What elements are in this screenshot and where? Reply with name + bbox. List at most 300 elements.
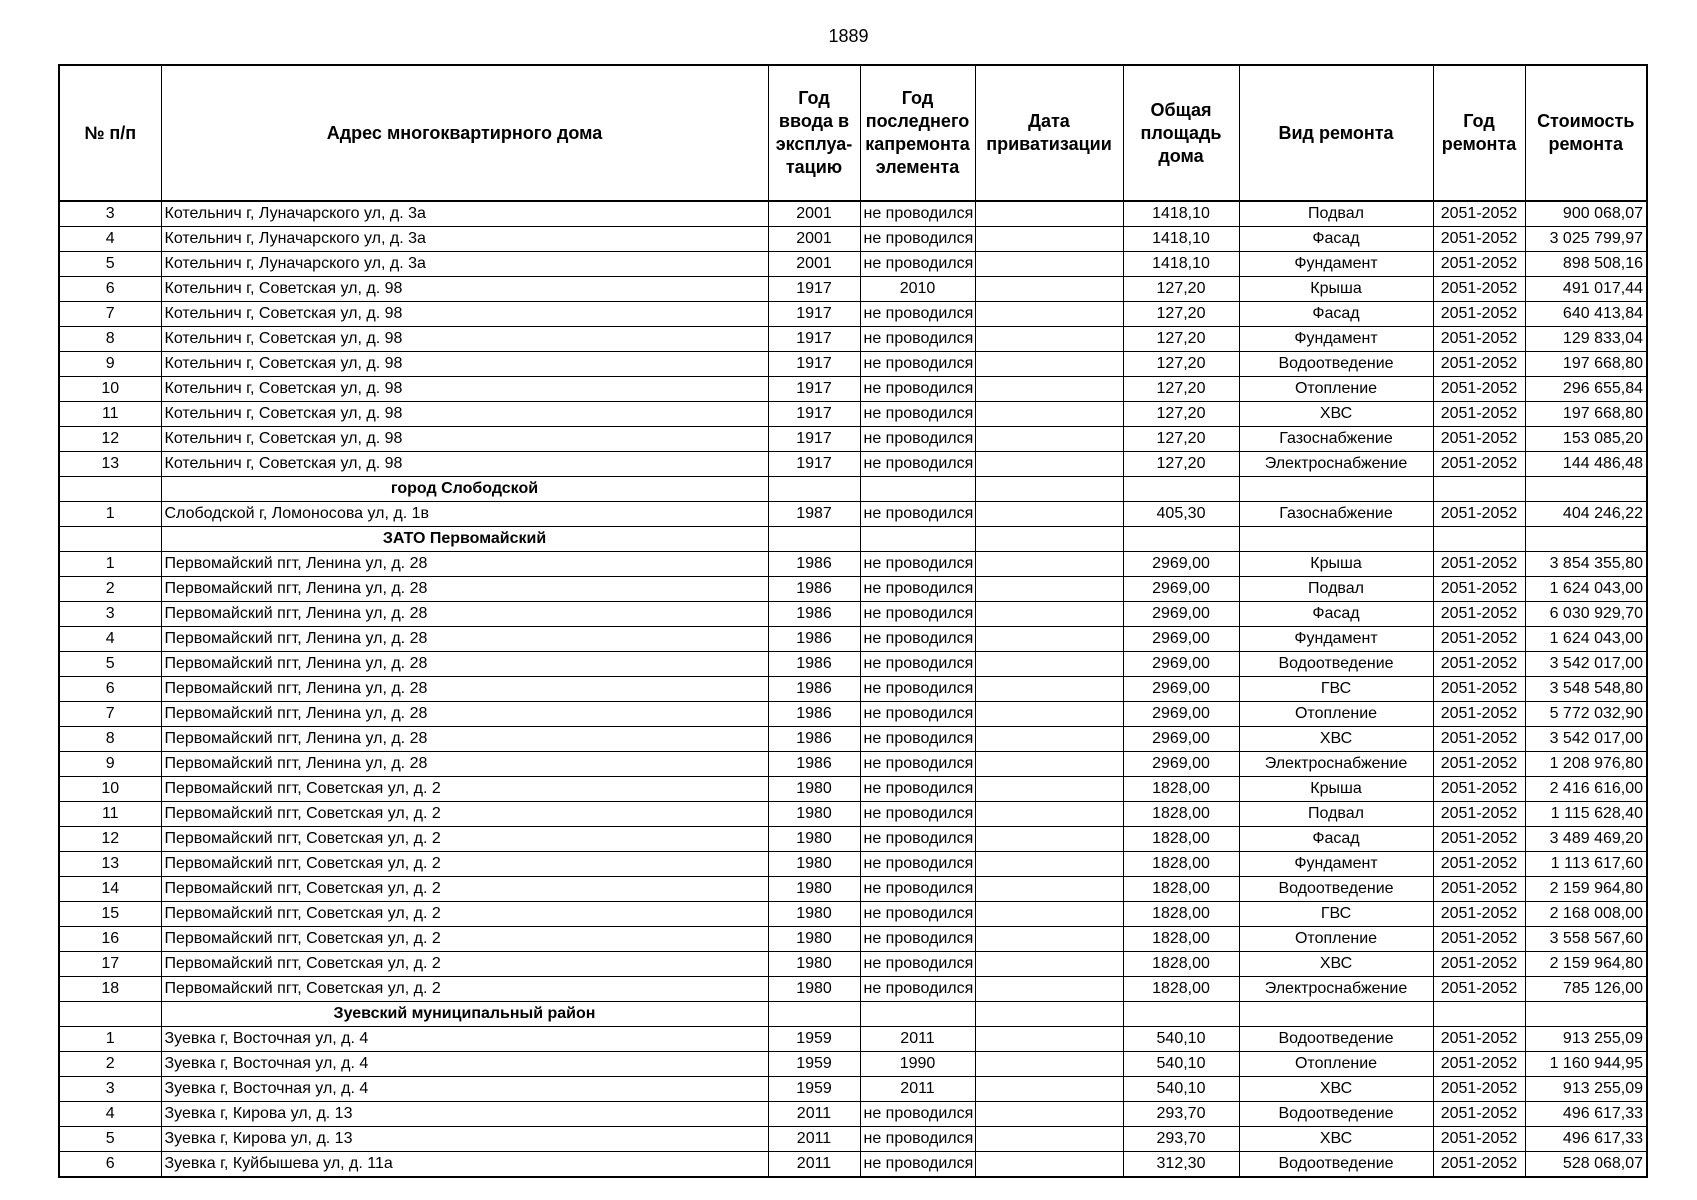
row-address: Первомайский пгт, Ленина ул, д. 28 xyxy=(161,702,768,727)
row-area: 127,20 xyxy=(1123,452,1239,477)
row-repair-year: 2051-2052 xyxy=(1433,452,1525,477)
row-num: 8 xyxy=(59,327,161,352)
row-cost: 1 624 043,00 xyxy=(1525,577,1647,602)
row-repair-year: 2051-2052 xyxy=(1433,377,1525,402)
row-privatization xyxy=(975,802,1123,827)
row-address: Котельнич г, Советская ул, д. 98 xyxy=(161,402,768,427)
table-row xyxy=(59,277,1647,302)
table-row xyxy=(59,1077,1647,1102)
table-row xyxy=(59,777,1647,802)
table-row xyxy=(59,201,1647,227)
row-repair-year: 2051-2052 xyxy=(1433,702,1525,727)
row-last-repair: не проводился xyxy=(860,1152,975,1178)
row-cost: 900 068,07 xyxy=(1525,201,1647,227)
row-year-built: 2001 xyxy=(768,227,860,252)
row-num: 13 xyxy=(59,452,161,477)
empty-cell xyxy=(768,527,860,552)
table-row xyxy=(59,1052,1647,1077)
row-repair-year: 2051-2052 xyxy=(1433,277,1525,302)
table-row xyxy=(59,452,1647,477)
row-repair-year: 2051-2052 xyxy=(1433,227,1525,252)
row-last-repair: не проводился xyxy=(860,802,975,827)
row-cost: 144 486,48 xyxy=(1525,452,1647,477)
empty-cell xyxy=(768,477,860,502)
row-repair-type: ХВС xyxy=(1239,1127,1433,1152)
row-num: 1 xyxy=(59,502,161,527)
row-repair-year: 2051-2052 xyxy=(1433,1152,1525,1178)
row-cost: 1 115 628,40 xyxy=(1525,802,1647,827)
row-year-built: 1986 xyxy=(768,652,860,677)
row-last-repair: не проводился xyxy=(860,452,975,477)
row-repair-year: 2051-2052 xyxy=(1433,977,1525,1002)
row-address: Котельнич г, Луначарского ул, д. 3а xyxy=(161,252,768,277)
row-year-built: 1980 xyxy=(768,977,860,1002)
row-repair-year: 2051-2052 xyxy=(1433,502,1525,527)
empty-cell xyxy=(768,1002,860,1027)
row-num: 14 xyxy=(59,877,161,902)
header-num: № п/п xyxy=(59,65,161,201)
empty-cell xyxy=(975,527,1123,552)
row-repair-type: Крыша xyxy=(1239,277,1433,302)
row-address: Первомайский пгт, Советская ул, д. 2 xyxy=(161,827,768,852)
row-last-repair: не проводился xyxy=(860,502,975,527)
row-last-repair: 2011 xyxy=(860,1027,975,1052)
row-year-built: 1980 xyxy=(768,827,860,852)
row-address: Первомайский пгт, Советская ул, д. 2 xyxy=(161,852,768,877)
row-last-repair: не проводился xyxy=(860,602,975,627)
table-row xyxy=(59,602,1647,627)
row-year-built: 1986 xyxy=(768,627,860,652)
table-row xyxy=(59,677,1647,702)
row-num: 6 xyxy=(59,677,161,702)
row-cost: 2 416 616,00 xyxy=(1525,777,1647,802)
row-area: 1418,10 xyxy=(1123,227,1239,252)
row-repair-type: Газоснабжение xyxy=(1239,427,1433,452)
header-repair-year: Год ремонта xyxy=(1433,65,1525,201)
row-privatization xyxy=(975,1102,1123,1127)
row-privatization xyxy=(975,1077,1123,1102)
row-area: 2969,00 xyxy=(1123,727,1239,752)
row-cost: 197 668,80 xyxy=(1525,402,1647,427)
row-privatization xyxy=(975,201,1123,227)
row-address: Первомайский пгт, Советская ул, д. 2 xyxy=(161,952,768,977)
row-cost: 129 833,04 xyxy=(1525,327,1647,352)
empty-cell xyxy=(59,1002,161,1027)
row-repair-type: Электроснабжение xyxy=(1239,752,1433,777)
row-area: 405,30 xyxy=(1123,502,1239,527)
row-address: Котельнич г, Советская ул, д. 98 xyxy=(161,277,768,302)
row-area: 1828,00 xyxy=(1123,977,1239,1002)
row-last-repair: 2010 xyxy=(860,277,975,302)
header-cost: Стоимость ремонта xyxy=(1525,65,1647,201)
row-num: 18 xyxy=(59,977,161,1002)
row-year-built: 1980 xyxy=(768,777,860,802)
row-area: 2969,00 xyxy=(1123,677,1239,702)
row-num: 12 xyxy=(59,827,161,852)
row-repair-year: 2051-2052 xyxy=(1433,602,1525,627)
row-year-built: 1917 xyxy=(768,402,860,427)
row-year-built: 1980 xyxy=(768,802,860,827)
row-repair-year: 2051-2052 xyxy=(1433,1027,1525,1052)
row-repair-type: Водоотведение xyxy=(1239,1152,1433,1178)
row-area: 127,20 xyxy=(1123,402,1239,427)
row-num: 5 xyxy=(59,1127,161,1152)
row-repair-year: 2051-2052 xyxy=(1433,902,1525,927)
row-cost: 491 017,44 xyxy=(1525,277,1647,302)
row-area: 2969,00 xyxy=(1123,552,1239,577)
row-num: 3 xyxy=(59,602,161,627)
row-area: 1828,00 xyxy=(1123,802,1239,827)
row-repair-type: Отопление xyxy=(1239,1052,1433,1077)
row-repair-type: Отопление xyxy=(1239,702,1433,727)
row-privatization xyxy=(975,927,1123,952)
row-area: 2969,00 xyxy=(1123,602,1239,627)
row-address: Котельнич г, Советская ул, д. 98 xyxy=(161,327,768,352)
row-cost: 3 854 355,80 xyxy=(1525,552,1647,577)
row-year-built: 1917 xyxy=(768,427,860,452)
empty-cell xyxy=(975,1002,1123,1027)
row-cost: 6 030 929,70 xyxy=(1525,602,1647,627)
row-last-repair: не проводился xyxy=(860,552,975,577)
row-privatization xyxy=(975,502,1123,527)
row-last-repair: 2011 xyxy=(860,1077,975,1102)
row-year-built: 1987 xyxy=(768,502,860,527)
row-last-repair: не проводился xyxy=(860,827,975,852)
row-num: 5 xyxy=(59,652,161,677)
row-last-repair: не проводился xyxy=(860,977,975,1002)
row-last-repair: не проводился xyxy=(860,652,975,677)
empty-cell xyxy=(1123,527,1239,552)
row-year-built: 1917 xyxy=(768,452,860,477)
row-address: Первомайский пгт, Ленина ул, д. 28 xyxy=(161,627,768,652)
row-area: 312,30 xyxy=(1123,1152,1239,1178)
row-repair-year: 2051-2052 xyxy=(1433,201,1525,227)
row-privatization xyxy=(975,227,1123,252)
table-row xyxy=(59,402,1647,427)
row-repair-year: 2051-2052 xyxy=(1433,752,1525,777)
table-row xyxy=(59,877,1647,902)
row-area: 2969,00 xyxy=(1123,702,1239,727)
row-privatization xyxy=(975,1127,1123,1152)
table-row xyxy=(59,652,1647,677)
row-repair-year: 2051-2052 xyxy=(1433,652,1525,677)
section-row xyxy=(59,477,1647,502)
row-num: 7 xyxy=(59,702,161,727)
row-repair-type: Крыша xyxy=(1239,777,1433,802)
row-area: 1828,00 xyxy=(1123,852,1239,877)
section-title: город Слободской xyxy=(161,477,768,502)
row-privatization xyxy=(975,677,1123,702)
row-year-built: 1917 xyxy=(768,302,860,327)
row-num: 2 xyxy=(59,1052,161,1077)
row-privatization xyxy=(975,727,1123,752)
empty-cell xyxy=(1525,527,1647,552)
section-row xyxy=(59,527,1647,552)
table-row xyxy=(59,1102,1647,1127)
table-row xyxy=(59,552,1647,577)
empty-cell xyxy=(1433,477,1525,502)
row-year-built: 1959 xyxy=(768,1052,860,1077)
row-cost: 2 159 964,80 xyxy=(1525,877,1647,902)
row-last-repair: не проводился xyxy=(860,377,975,402)
row-repair-year: 2051-2052 xyxy=(1433,252,1525,277)
row-privatization xyxy=(975,652,1123,677)
row-last-repair: не проводился xyxy=(860,427,975,452)
empty-cell xyxy=(975,477,1123,502)
row-year-built: 1917 xyxy=(768,377,860,402)
row-area: 293,70 xyxy=(1123,1102,1239,1127)
row-area: 127,20 xyxy=(1123,277,1239,302)
table-body xyxy=(59,201,1647,1177)
row-cost: 898 508,16 xyxy=(1525,252,1647,277)
table-row xyxy=(59,727,1647,752)
row-cost: 3 548 548,80 xyxy=(1525,677,1647,702)
row-repair-type: Водоотведение xyxy=(1239,1027,1433,1052)
row-area: 1828,00 xyxy=(1123,877,1239,902)
table-row xyxy=(59,1127,1647,1152)
row-address: Первомайский пгт, Советская ул, д. 2 xyxy=(161,802,768,827)
row-privatization xyxy=(975,902,1123,927)
row-repair-year: 2051-2052 xyxy=(1433,302,1525,327)
row-num: 5 xyxy=(59,252,161,277)
row-year-built: 1986 xyxy=(768,577,860,602)
row-num: 8 xyxy=(59,727,161,752)
row-cost: 528 068,07 xyxy=(1525,1152,1647,1178)
row-year-built: 1980 xyxy=(768,902,860,927)
row-privatization xyxy=(975,302,1123,327)
empty-cell xyxy=(1433,1002,1525,1027)
row-repair-type: ХВС xyxy=(1239,1077,1433,1102)
row-repair-year: 2051-2052 xyxy=(1433,1127,1525,1152)
row-year-built: 1980 xyxy=(768,852,860,877)
row-address: Котельнич г, Советская ул, д. 98 xyxy=(161,352,768,377)
row-last-repair: не проводился xyxy=(860,952,975,977)
row-repair-year: 2051-2052 xyxy=(1433,627,1525,652)
row-area: 2969,00 xyxy=(1123,752,1239,777)
section-title: Зуевский муниципальный район xyxy=(161,1002,768,1027)
table-row xyxy=(59,1027,1647,1052)
row-address: Зуевка г, Куйбышева ул, д. 11а xyxy=(161,1152,768,1178)
row-privatization xyxy=(975,952,1123,977)
row-privatization xyxy=(975,352,1123,377)
row-area: 127,20 xyxy=(1123,352,1239,377)
row-privatization xyxy=(975,1052,1123,1077)
row-repair-year: 2051-2052 xyxy=(1433,1052,1525,1077)
row-num: 15 xyxy=(59,902,161,927)
row-repair-type: Фасад xyxy=(1239,227,1433,252)
row-repair-type: Отопление xyxy=(1239,377,1433,402)
row-year-built: 1917 xyxy=(768,277,860,302)
row-num: 10 xyxy=(59,777,161,802)
row-year-built: 1980 xyxy=(768,927,860,952)
table-row xyxy=(59,427,1647,452)
row-num: 6 xyxy=(59,277,161,302)
row-last-repair: не проводился xyxy=(860,777,975,802)
empty-cell xyxy=(1239,1002,1433,1027)
row-last-repair: не проводился xyxy=(860,302,975,327)
row-privatization xyxy=(975,827,1123,852)
row-last-repair: не проводился xyxy=(860,677,975,702)
empty-cell xyxy=(860,1002,975,1027)
empty-cell xyxy=(860,527,975,552)
row-cost: 1 624 043,00 xyxy=(1525,627,1647,652)
row-repair-type: Газоснабжение xyxy=(1239,502,1433,527)
row-privatization xyxy=(975,252,1123,277)
row-num: 3 xyxy=(59,1077,161,1102)
row-cost: 404 246,22 xyxy=(1525,502,1647,527)
row-repair-year: 2051-2052 xyxy=(1433,1077,1525,1102)
row-cost: 153 085,20 xyxy=(1525,427,1647,452)
row-address: Первомайский пгт, Ленина ул, д. 28 xyxy=(161,602,768,627)
table-row xyxy=(59,752,1647,777)
row-area: 1828,00 xyxy=(1123,902,1239,927)
row-address: Первомайский пгт, Ленина ул, д. 28 xyxy=(161,577,768,602)
row-cost: 1 113 617,60 xyxy=(1525,852,1647,877)
row-address: Первомайский пгт, Советская ул, д. 2 xyxy=(161,977,768,1002)
row-cost: 296 655,84 xyxy=(1525,377,1647,402)
table-row xyxy=(59,977,1647,1002)
row-last-repair: не проводился xyxy=(860,227,975,252)
row-privatization xyxy=(975,702,1123,727)
row-area: 1418,10 xyxy=(1123,252,1239,277)
row-cost: 640 413,84 xyxy=(1525,302,1647,327)
row-privatization xyxy=(975,977,1123,1002)
row-cost: 2 168 008,00 xyxy=(1525,902,1647,927)
row-address: Котельнич г, Советская ул, д. 98 xyxy=(161,302,768,327)
row-repair-year: 2051-2052 xyxy=(1433,427,1525,452)
row-year-built: 1986 xyxy=(768,552,860,577)
row-address: Первомайский пгт, Ленина ул, д. 28 xyxy=(161,752,768,777)
row-repair-year: 2051-2052 xyxy=(1433,777,1525,802)
row-last-repair: не проводился xyxy=(860,402,975,427)
row-privatization xyxy=(975,877,1123,902)
row-area: 1418,10 xyxy=(1123,201,1239,227)
row-num: 4 xyxy=(59,227,161,252)
row-num: 16 xyxy=(59,927,161,952)
row-num: 9 xyxy=(59,352,161,377)
row-privatization xyxy=(975,552,1123,577)
row-repair-year: 2051-2052 xyxy=(1433,802,1525,827)
header-year-built: Год ввода в эксплуа-тацию xyxy=(768,65,860,201)
row-repair-type: Электроснабжение xyxy=(1239,977,1433,1002)
row-repair-type: Электроснабжение xyxy=(1239,452,1433,477)
empty-cell xyxy=(1433,527,1525,552)
row-cost: 2 159 964,80 xyxy=(1525,952,1647,977)
empty-cell xyxy=(1525,1002,1647,1027)
row-address: Первомайский пгт, Ленина ул, д. 28 xyxy=(161,727,768,752)
table-row xyxy=(59,252,1647,277)
row-num: 4 xyxy=(59,627,161,652)
row-cost: 197 668,80 xyxy=(1525,352,1647,377)
table-row xyxy=(59,1152,1647,1178)
row-address: Зуевка г, Кирова ул, д. 13 xyxy=(161,1102,768,1127)
row-cost: 3 558 567,60 xyxy=(1525,927,1647,952)
row-cost: 3 489 469,20 xyxy=(1525,827,1647,852)
row-repair-year: 2051-2052 xyxy=(1433,352,1525,377)
row-area: 127,20 xyxy=(1123,427,1239,452)
row-address: Котельнич г, Советская ул, д. 98 xyxy=(161,377,768,402)
table-row xyxy=(59,352,1647,377)
row-repair-type: Подвал xyxy=(1239,201,1433,227)
row-year-built: 1959 xyxy=(768,1077,860,1102)
row-last-repair: не проводился xyxy=(860,1102,975,1127)
section-row xyxy=(59,1002,1647,1027)
row-area: 1828,00 xyxy=(1123,777,1239,802)
row-repair-type: ХВС xyxy=(1239,402,1433,427)
table-row xyxy=(59,852,1647,877)
row-area: 293,70 xyxy=(1123,1127,1239,1152)
row-privatization xyxy=(975,577,1123,602)
row-year-built: 1917 xyxy=(768,352,860,377)
row-address: Первомайский пгт, Советская ул, д. 2 xyxy=(161,877,768,902)
row-repair-type: Крыша xyxy=(1239,552,1433,577)
row-last-repair: 1990 xyxy=(860,1052,975,1077)
row-area: 1828,00 xyxy=(1123,952,1239,977)
table-row xyxy=(59,502,1647,527)
empty-cell xyxy=(59,477,161,502)
row-cost: 1 208 976,80 xyxy=(1525,752,1647,777)
header-last-repair: Год последнего капремонта элемента xyxy=(860,65,975,201)
row-repair-year: 2051-2052 xyxy=(1433,577,1525,602)
row-repair-year: 2051-2052 xyxy=(1433,877,1525,902)
row-cost: 3 542 017,00 xyxy=(1525,727,1647,752)
row-year-built: 2001 xyxy=(768,252,860,277)
row-num: 1 xyxy=(59,552,161,577)
header-privatization: Дата приватизации xyxy=(975,65,1123,201)
row-num: 12 xyxy=(59,427,161,452)
row-repair-year: 2051-2052 xyxy=(1433,852,1525,877)
row-num: 3 xyxy=(59,201,161,227)
empty-cell xyxy=(860,477,975,502)
row-repair-year: 2051-2052 xyxy=(1433,952,1525,977)
row-repair-type: Отопление xyxy=(1239,927,1433,952)
table-header-row xyxy=(59,65,1647,201)
row-area: 127,20 xyxy=(1123,302,1239,327)
header-repair-type: Вид ремонта xyxy=(1239,65,1433,201)
row-privatization xyxy=(975,452,1123,477)
row-num: 2 xyxy=(59,577,161,602)
row-repair-year: 2051-2052 xyxy=(1433,677,1525,702)
row-repair-year: 2051-2052 xyxy=(1433,927,1525,952)
row-address: Зуевка г, Восточная ул, д. 4 xyxy=(161,1027,768,1052)
table-row xyxy=(59,902,1647,927)
table-row xyxy=(59,627,1647,652)
row-privatization xyxy=(975,752,1123,777)
row-last-repair: не проводился xyxy=(860,702,975,727)
row-cost: 3 542 017,00 xyxy=(1525,652,1647,677)
row-address: Первомайский пгт, Советская ул, д. 2 xyxy=(161,927,768,952)
row-num: 13 xyxy=(59,852,161,877)
row-cost: 913 255,09 xyxy=(1525,1077,1647,1102)
row-last-repair: не проводился xyxy=(860,927,975,952)
row-last-repair: не проводился xyxy=(860,852,975,877)
row-area: 127,20 xyxy=(1123,327,1239,352)
empty-cell xyxy=(1123,477,1239,502)
row-repair-year: 2051-2052 xyxy=(1433,727,1525,752)
table-row xyxy=(59,927,1647,952)
row-repair-type: Водоотведение xyxy=(1239,652,1433,677)
row-privatization xyxy=(975,427,1123,452)
row-privatization xyxy=(975,1152,1123,1178)
row-repair-type: Фасад xyxy=(1239,302,1433,327)
table-row xyxy=(59,227,1647,252)
row-privatization xyxy=(975,402,1123,427)
row-area: 540,10 xyxy=(1123,1027,1239,1052)
row-address: Первомайский пгт, Советская ул, д. 2 xyxy=(161,777,768,802)
row-privatization xyxy=(975,777,1123,802)
row-cost: 1 160 944,95 xyxy=(1525,1052,1647,1077)
row-repair-type: Фундамент xyxy=(1239,327,1433,352)
